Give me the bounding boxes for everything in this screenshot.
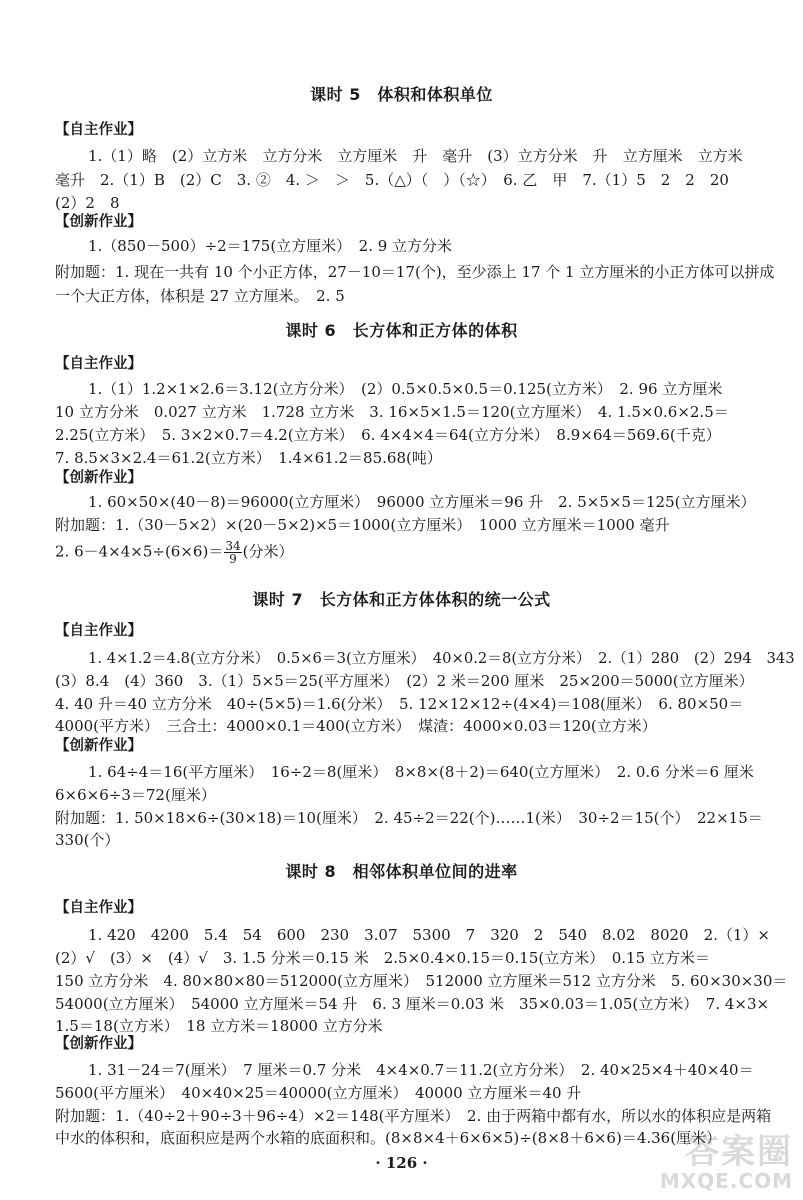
section-8-chuangxin-tag: 【创新作业】: [55, 1036, 142, 1052]
section-6-chuangxin-line: 1. 60×50×(40－8)＝96000(立方厘米） 96000 立方厘米＝96 升 2. 5×5×5＝125(立方厘米）: [88, 493, 756, 511]
section-7-chuangxin-line: 6×6×6÷3＝72(厘米）: [55, 786, 216, 804]
section-5-zizhu-tag: 【自主作业】: [55, 122, 142, 138]
section-5-zizhu-line: (2）2 8: [55, 194, 120, 212]
section-7-zizhu-tag: 【自主作业】: [55, 623, 142, 639]
section-7-zizhu-line: (3）8.4 (4）360 3.（1）5×5＝25(平方厘米） (2）2 米＝200 厘米 25×200＝5000(立方厘米）: [55, 672, 754, 690]
section-5-zizhu-line: 1.（1）略 (2）立方米 立方分米 立方厘米 升 毫升 (3）立方分米 升 立方厘米 立方米: [88, 147, 743, 165]
section-8-zizhu-line: 1.5＝18(立方米） 18 立方米＝18000 立方分米: [55, 1017, 383, 1035]
fraction-unit: (分米）: [242, 542, 294, 561]
watermark-logo: [660, 1134, 793, 1192]
section-6-zizhu-tag: 【自主作业】: [55, 356, 142, 372]
section-6-zizhu-line: 10 立方分米 0.027 立方米 1.728 立方米 3. 16×5×1.5＝120(立方厘米） 4. 1.5×0.6×2.5＝: [55, 403, 729, 421]
section-7-fujia-line: 附加题：1. 50×18×6÷(30×18)＝10(厘米） 2. 45÷2＝22(个)……1(米） 30÷2＝15(个） 22×15＝: [55, 809, 763, 827]
section-5-fujia-line: 一个大正方体，体积是 27 立方厘米。 2. 5: [55, 287, 345, 305]
section-7-fujia-line: 330(个）: [55, 831, 120, 849]
section-5-title: 课时 5 体积和体积单位: [310, 85, 493, 104]
section-7-chuangxin-line: 1. 64÷4＝16(平方厘米） 16÷2＝8(厘米） 8×8×(8＋2)＝640(立方厘米） 2. 0.6 分米＝6 厘米: [88, 763, 754, 781]
section-7-title: 课时 7 长方体和正方体体积的统一公式: [252, 590, 551, 609]
section-6-zizhu-line: 7. 8.5×3×2.4＝61.2(立方米） 1.4×61.2＝85.68(吨）: [55, 449, 442, 467]
section-8-chuangxin-line: 1. 31－24＝7(厘米） 7 厘米＝0.7 分米 4×4×0.7＝11.2(立方分米） 2. 40×25×4＋40×40＝: [88, 1061, 754, 1079]
fraction-denominator: 9: [229, 552, 237, 566]
section-5-zizhu-line: 毫升 2.（1）B (2）C 3. ② 4. ＞ ＞ 5.（△）（ ）（☆） 6. 乙 甲 7.（1）5 2 2 20: [55, 171, 729, 189]
section-7-zizhu-line: 4000(平方米） 三合土：4000×0.1＝400(立方米） 煤渣：4000×0.03＝120(立方米）: [55, 717, 657, 735]
fraction: [224, 540, 241, 565]
section-6-title: 课时 6 长方体和正方体的体积: [285, 321, 518, 340]
section-6-fraction-line: [55, 540, 795, 565]
section-7-chuangxin-tag: 【创新作业】: [55, 738, 142, 754]
section-8-zizhu-line: 150 立方分米 4. 80×80×80＝512000(立方厘米） 512000 立方厘米＝512 立方分米 5. 60×30×30＝: [55, 972, 788, 990]
section-5-chuangxin-tag: 【创新作业】: [55, 214, 142, 230]
section-8-chuangxin-line: 5600(平方厘米） 40×40×25＝40000(立方厘米） 40000 立方厘米＝40 升: [55, 1084, 582, 1102]
section-8-zizhu-tag: 【自主作业】: [55, 900, 142, 916]
section-8-fujia-line: 中水的体积和，底面积应是两个水箱的底面积和。(8×8×4＋6×6×5)÷(8×8＋6×6)＝4.36(厘米）: [55, 1129, 722, 1147]
section-6-zizhu-line: 1.（1）1.2×1×2.6＝3.12(立方分米） (2）0.5×0.5×0.5＝0.125(立方米） 2. 96 立方厘米: [88, 380, 723, 398]
watermark-url: MXQE.COM: [659, 1169, 793, 1193]
section-5-fujia-line: 附加题：1. 现在一共有 10 个小正方体，27－10＝17(个)，至少添上 17 个 1 立方厘米的小正方体可以拼成: [55, 263, 775, 281]
page-number: · 126 ·: [375, 1154, 428, 1172]
fraction-numerator: 34: [225, 539, 241, 553]
fraction-expression: 2. 6－4×4×5÷(6×6)＝: [55, 542, 224, 561]
watermark-text: 答案圈: [685, 1132, 793, 1172]
section-6-fujia-line: 附加题：1.（30－5×2）×(20－5×2)×5＝1000(立方厘米） 1000 立方厘米＝1000 毫升: [55, 516, 670, 534]
section-8-fujia-line: 附加题：1.（40÷2＋90÷3＋96÷4）×2＝148(平方厘米） 2. 由于两箱中都有水，所以水的体积应是两箱: [55, 1107, 772, 1125]
section-8-zizhu-line: (2）√ (3）× (4）√ 3. 1.5 分米＝0.15 米 2.5×0.4×0.15＝0.15(立方米） 0.15 立方米＝: [55, 949, 710, 967]
section-6-chuangxin-tag: 【创新作业】: [55, 470, 142, 486]
section-8-zizhu-line: 54000(立方厘米） 54000 立方厘米＝54 升 6. 3 厘米＝0.03 米 35×0.03＝1.05(立方米） 7. 4×3×: [55, 995, 770, 1013]
section-7-zizhu-line: 4. 40 升＝40 立方分米 40÷(5×5)＝1.6(分米） 5. 12×12×12÷(4×4)＝108(厘米） 6. 80×50＝: [55, 695, 744, 713]
section-6-zizhu-line: 2.25(立方米） 5. 3×2×0.7＝4.2(立方米） 6. 4×4×4＝64(立方分米） 8.9×64＝569.6(千克）: [55, 426, 721, 444]
section-8-zizhu-line: 1. 420 4200 5.4 54 600 230 3.07 5300 7 320 2 540 8.02 8020 2.（1）×: [88, 926, 771, 944]
section-7-zizhu-line: 1. 4×1.2＝4.8(立方分米） 0.5×6＝3(立方厘米） 40×0.2＝8(立方分米） 2.（1）280 (2）294 343: [88, 649, 795, 667]
section-5-chuangxin-line: 1.（850－500）÷2＝175(立方厘米） 2. 9 立方分米: [88, 237, 453, 255]
section-8-title: 课时 8 相邻体积单位间的进率: [285, 862, 518, 881]
